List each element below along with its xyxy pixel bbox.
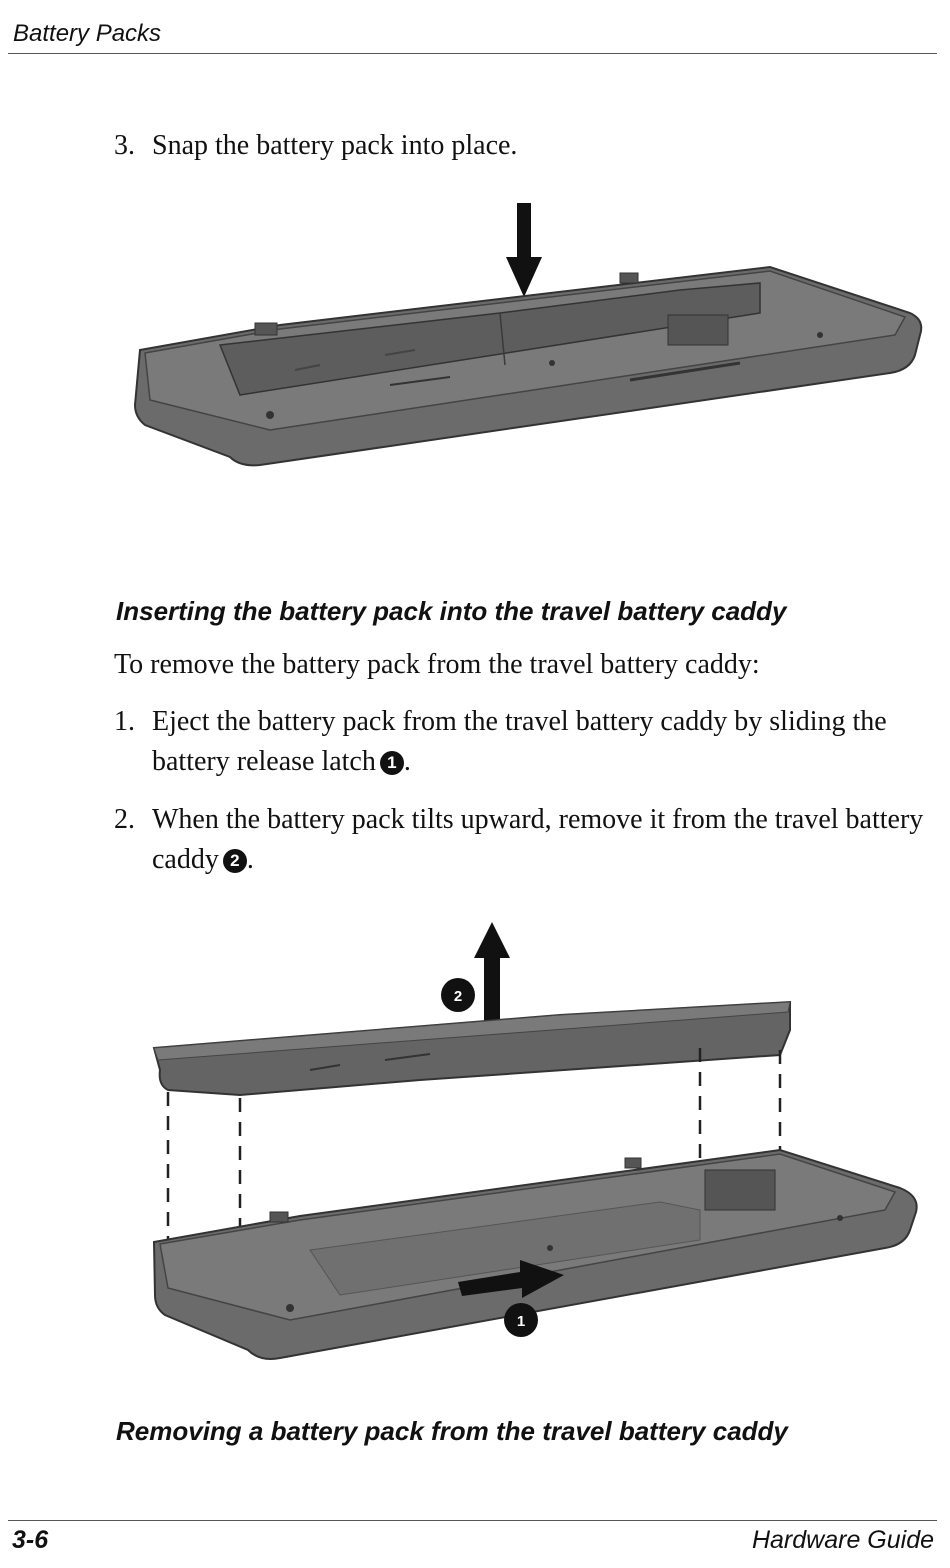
- down-arrow-icon: [506, 203, 542, 297]
- step-text: Snap the battery pack into place.: [152, 130, 518, 161]
- figure-2-caption: Removing a battery pack from the travel battery caddy: [116, 1416, 788, 1446]
- removal-intro: To remove the battery pack from the travel battery caddy:: [114, 649, 760, 680]
- header-rule: [8, 53, 937, 54]
- guide-title: Hardware Guide: [751, 1526, 934, 1554]
- callout-2-icon: 2: [223, 849, 247, 873]
- callout-1-icon: 1: [380, 751, 404, 775]
- step-text: Eject the battery pack from the travel battery caddy by sliding the battery release latch 1 .: [152, 706, 887, 777]
- running-header: Battery Packs: [13, 20, 162, 47]
- step-text-body: When the battery pack tilts upward, remove it from the travel battery caddy: [152, 804, 924, 875]
- page-number: 3-6: [12, 1526, 49, 1554]
- step-text-body: Eject the battery pack from the travel battery caddy by sliding the battery release latch: [152, 706, 887, 777]
- step-number: 3.: [114, 130, 135, 161]
- callout-2-label: 2: [453, 988, 463, 1005]
- figure-1-caption: Inserting the battery pack into the travel battery caddy: [116, 596, 787, 626]
- removal-step-1: [114, 702, 934, 782]
- footer-rule: [8, 1520, 937, 1521]
- battery-insert-illustration: [120, 195, 930, 485]
- removal-step-2: [114, 800, 934, 880]
- up-arrow-icon: [474, 922, 510, 1022]
- step-number: 2.: [114, 804, 135, 835]
- step-3: [114, 126, 934, 166]
- battery-removal-illustration: [140, 920, 930, 1370]
- callout-1-label: 1: [516, 1313, 526, 1330]
- step-text: When the battery pack tilts upward, remove it from the travel battery caddy 2 .: [152, 804, 924, 875]
- step-number: 1.: [114, 706, 135, 737]
